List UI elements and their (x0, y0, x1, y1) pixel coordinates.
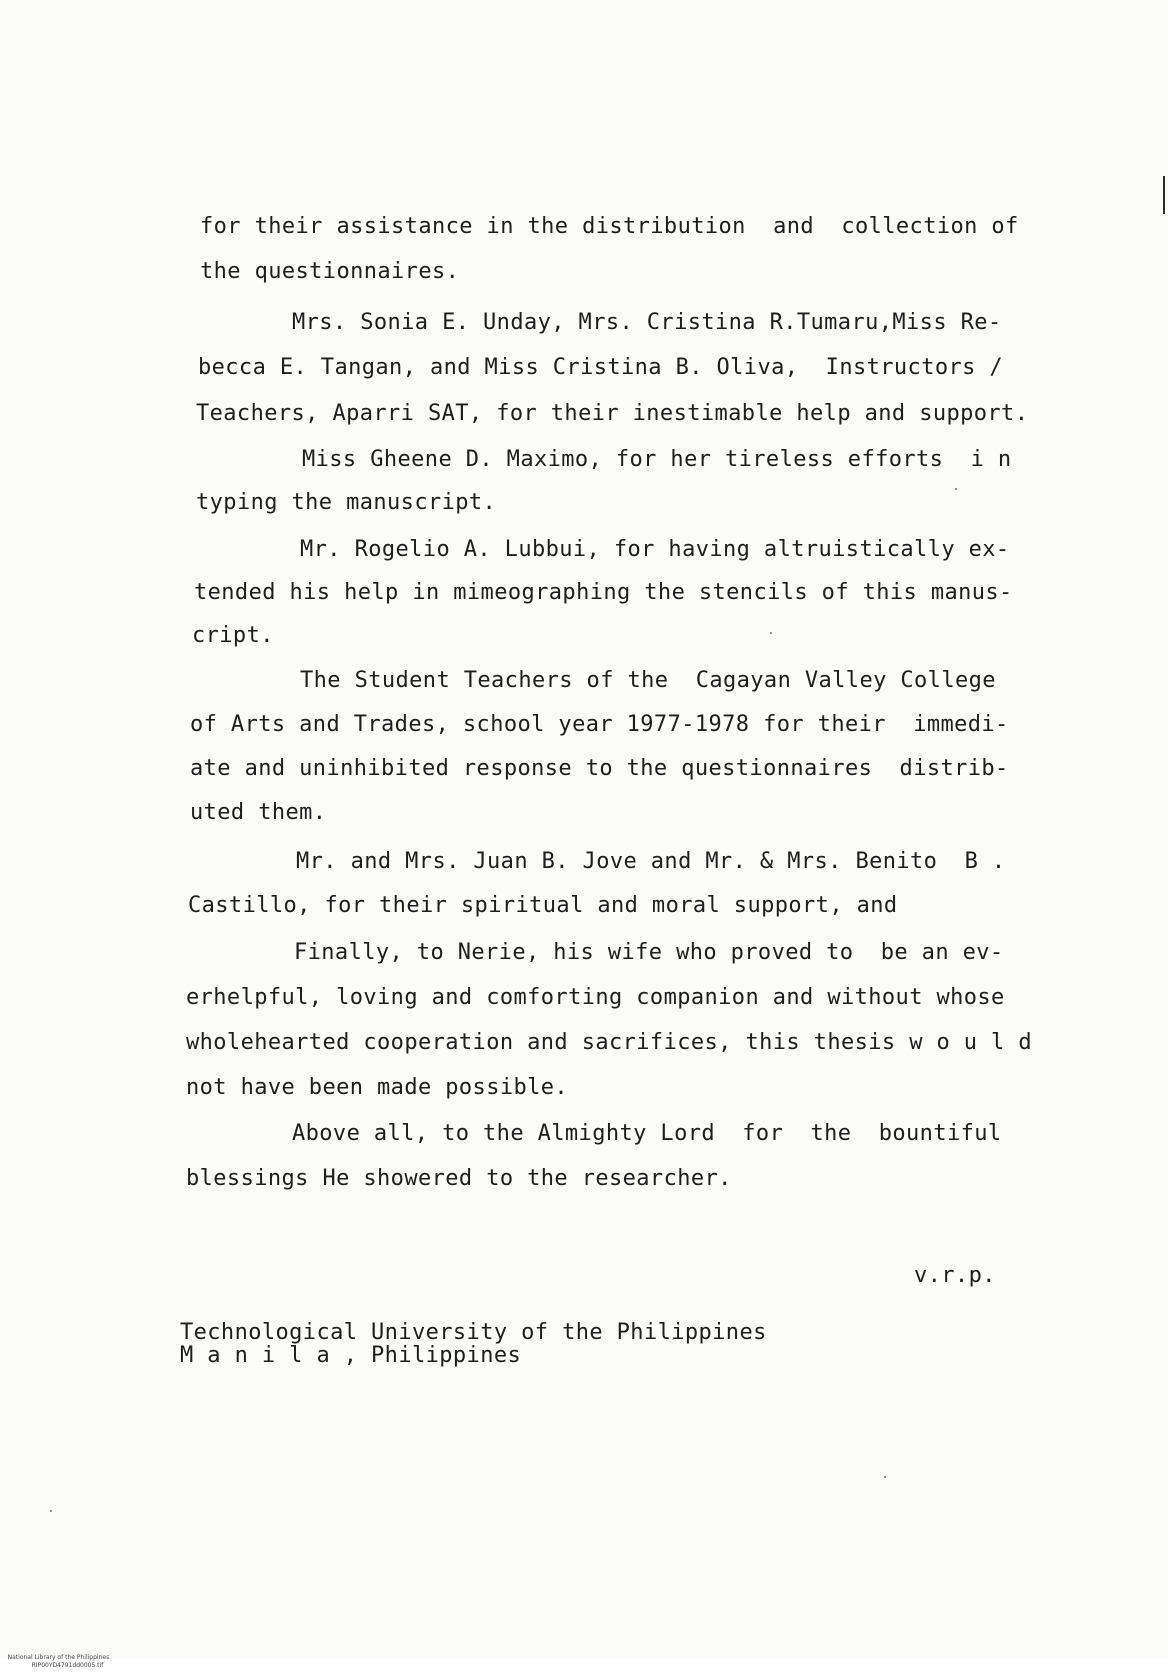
ack-line: Above all, to the Almighty Lord for the bountiful (292, 1121, 1002, 1146)
ack-line: ate and uninhibited response to the questionnaires distrib- (190, 756, 1009, 781)
scan-speck (770, 632, 772, 634)
ack-line: Mr. and Mrs. Juan B. Jove and Mr. & Mrs. Benito B . (296, 849, 1006, 874)
archive-footer (0, 1646, 109, 1678)
institution-location: M a n i l a , Philippines (180, 1343, 522, 1368)
ack-line: Mr. Rogelio A. Lubbui, for having altruistically ex- (300, 537, 1010, 562)
archive-label: National Library of the Philippines (7, 1654, 110, 1661)
ack-line: Mrs. Sonia E. Unday, Mrs. Cristina R.Tumaru,Miss Re- (292, 310, 1002, 335)
ack-line: Teachers, Aparri SAT, for their inestimable help and support. (196, 401, 1029, 426)
author-initials: v.r.p. (914, 1263, 996, 1288)
file-id: RIP00YD4791dd0005.tif (31, 1662, 104, 1669)
scan-speck (955, 488, 957, 490)
ack-line: not have been made possible. (186, 1075, 569, 1100)
ack-line: wholehearted cooperation and sacrifices, this thesis w o u l d (186, 1030, 1032, 1055)
ack-line: for their assistance in the distribution and collection of (200, 214, 1019, 239)
scan-edge-mark (1163, 176, 1165, 214)
scan-speck (50, 1510, 52, 1512)
ack-line: Castillo, for their spiritual and moral support, and (188, 893, 898, 918)
institution-name: Technological University of the Philippines (180, 1320, 767, 1345)
ack-line: tended his help in mimeographing the stencils of this manus- (194, 580, 1013, 605)
ack-line: of Arts and Trades, school year 1977-1978 for their immedi- (190, 712, 1009, 737)
scan-speck (884, 1476, 886, 1478)
ack-line: cript. (192, 623, 274, 648)
ack-line: The Student Teachers of the Cagayan Valley College (300, 668, 996, 693)
ack-line: the questionnaires. (200, 259, 460, 284)
ack-line: becca E. Tangan, and Miss Cristina B. Oliva, Instructors / (198, 355, 1004, 380)
ack-line: typing the manuscript. (196, 490, 497, 515)
ack-line: erhelpful, loving and comforting companion and without whose (186, 985, 1005, 1010)
ack-line: uted them. (190, 800, 327, 825)
ack-line: blessings He showered to the researcher. (186, 1166, 732, 1191)
ack-line: Finally, to Nerie, his wife who proved to be an ev- (294, 940, 1004, 965)
ack-line: Miss Gheene D. Maximo, for her tireless efforts i n (302, 447, 1012, 472)
